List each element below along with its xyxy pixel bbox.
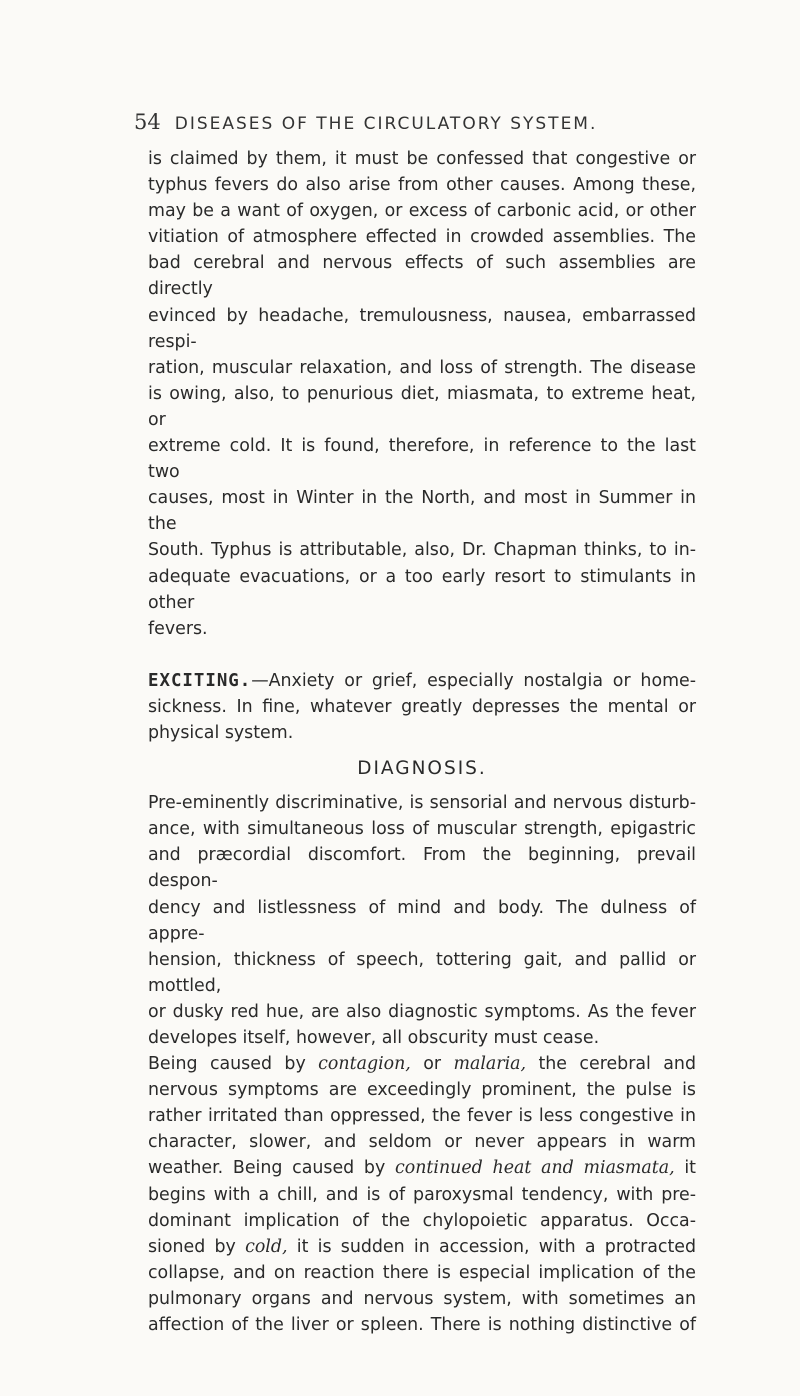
paragraph-causes-intro bbox=[148, 146, 696, 642]
italic-term: contagion, bbox=[318, 1054, 411, 1075]
text-line: vitiation of atmosphere effected in crowded assemblies. The bbox=[148, 227, 696, 248]
text-line bbox=[148, 1234, 696, 1260]
text-line: or dusky red hue, are also diagnostic symptoms. As the fever bbox=[148, 1001, 696, 1022]
text-line: pulmonary organs and nervous system, with sometimes an bbox=[148, 1288, 696, 1309]
text-span: or bbox=[410, 1054, 454, 1075]
paragraph-gap bbox=[148, 642, 696, 668]
text-line: is claimed by them, it must be confessed that congestive or bbox=[148, 149, 696, 169]
italic-term: cold, bbox=[245, 1236, 288, 1257]
running-title: DISEASES OF THE CIRCULATORY SYSTEM. bbox=[174, 114, 598, 134]
section-heading-diagnosis: DIAGNOSIS. bbox=[357, 758, 487, 780]
italic-term: continued heat and miasmata, bbox=[395, 1158, 675, 1179]
text-line: ration, muscular relaxation, and loss of strength. The disease bbox=[148, 357, 696, 378]
text-line: ance, with simultaneous loss of muscular strength, epigastric bbox=[148, 819, 696, 840]
page-number: 54 bbox=[134, 110, 161, 134]
text-line: dency and listlessness of mind and body. The dulness of appre- bbox=[148, 897, 696, 944]
text-line: collapse, and on reaction there is especial implication of the bbox=[148, 1262, 696, 1283]
text-line: physical system. bbox=[148, 722, 294, 743]
text-line: hension, thickness of speech, tottering gait, and pallid or mottled, bbox=[148, 949, 696, 996]
text-line: fevers. bbox=[148, 618, 208, 639]
text-line: may be a want of oxygen, or excess of carbonic acid, or other bbox=[148, 201, 696, 222]
text-line: is owing, also, to penurious diet, miasmata, to extreme heat, or bbox=[148, 383, 696, 430]
exciting-text: —Anxiety or grief, especially nostalgia or home- bbox=[251, 670, 696, 691]
text-line: dominant implication of the chylopoietic apparatus. Occa- bbox=[148, 1210, 696, 1231]
paragraph-diagnosis bbox=[148, 790, 696, 1051]
text-line: adequate evacuations, or a too early resort to stimulants in other bbox=[148, 566, 696, 613]
text-line: begins with a chill, and is of paroxysmal tendency, with pre- bbox=[148, 1184, 696, 1205]
text-line: affection of the liver or spleen. There is nothing distinctive of bbox=[148, 1315, 696, 1336]
text-span: it bbox=[674, 1158, 696, 1179]
text-line bbox=[148, 668, 696, 694]
text-span: weather. Being caused by bbox=[148, 1158, 395, 1179]
text-line: causes, most in Winter in the North, and most in Summer in the bbox=[148, 488, 696, 535]
text-line: South. Typhus is attributable, also, Dr. Chapman thinks, to in- bbox=[148, 540, 696, 561]
text-line: Pre-eminently discriminative, is sensorial and nervous disturb- bbox=[148, 793, 696, 814]
text-line: typhus fevers do also arise from other causes. Among these, bbox=[148, 175, 696, 196]
exciting-label: EXCITING. bbox=[148, 670, 252, 691]
text-line: and præcordial discomfort. From the beginning, prevail despon- bbox=[148, 845, 696, 892]
page-header bbox=[134, 110, 694, 134]
text-line bbox=[148, 1155, 696, 1181]
text-line bbox=[148, 1051, 696, 1077]
text-line: extreme cold. It is found, therefore, in reference to the last two bbox=[148, 436, 696, 483]
paragraph-causes-symptoms bbox=[148, 1051, 696, 1338]
text-line: rather irritated than oppressed, the fever is less congestive in bbox=[148, 1106, 696, 1127]
text-span: Being caused by bbox=[148, 1054, 319, 1075]
text-span: it is sudden in accession, with a protracted bbox=[287, 1236, 696, 1257]
text-line: bad cerebral and nervous effects of such assemblies are directly bbox=[148, 253, 696, 300]
text-line: evinced by headache, tremulousness, nausea, embarrassed respi- bbox=[148, 305, 696, 352]
text-line: sickness. In fine, whatever greatly depresses the mental or bbox=[148, 696, 696, 717]
page-body bbox=[148, 146, 696, 1338]
italic-term: malaria, bbox=[453, 1054, 527, 1075]
text-line: nervous symptoms are exceedingly prominent, the pulse is bbox=[148, 1080, 696, 1101]
text-span: the cerebral and bbox=[526, 1054, 696, 1075]
text-line: character, slower, and seldom or never appears in warm bbox=[148, 1132, 696, 1153]
text-span: sioned by bbox=[148, 1236, 246, 1257]
text-line: developes itself, however, all obscurity must cease. bbox=[148, 1028, 600, 1048]
paragraph-exciting bbox=[148, 668, 696, 746]
